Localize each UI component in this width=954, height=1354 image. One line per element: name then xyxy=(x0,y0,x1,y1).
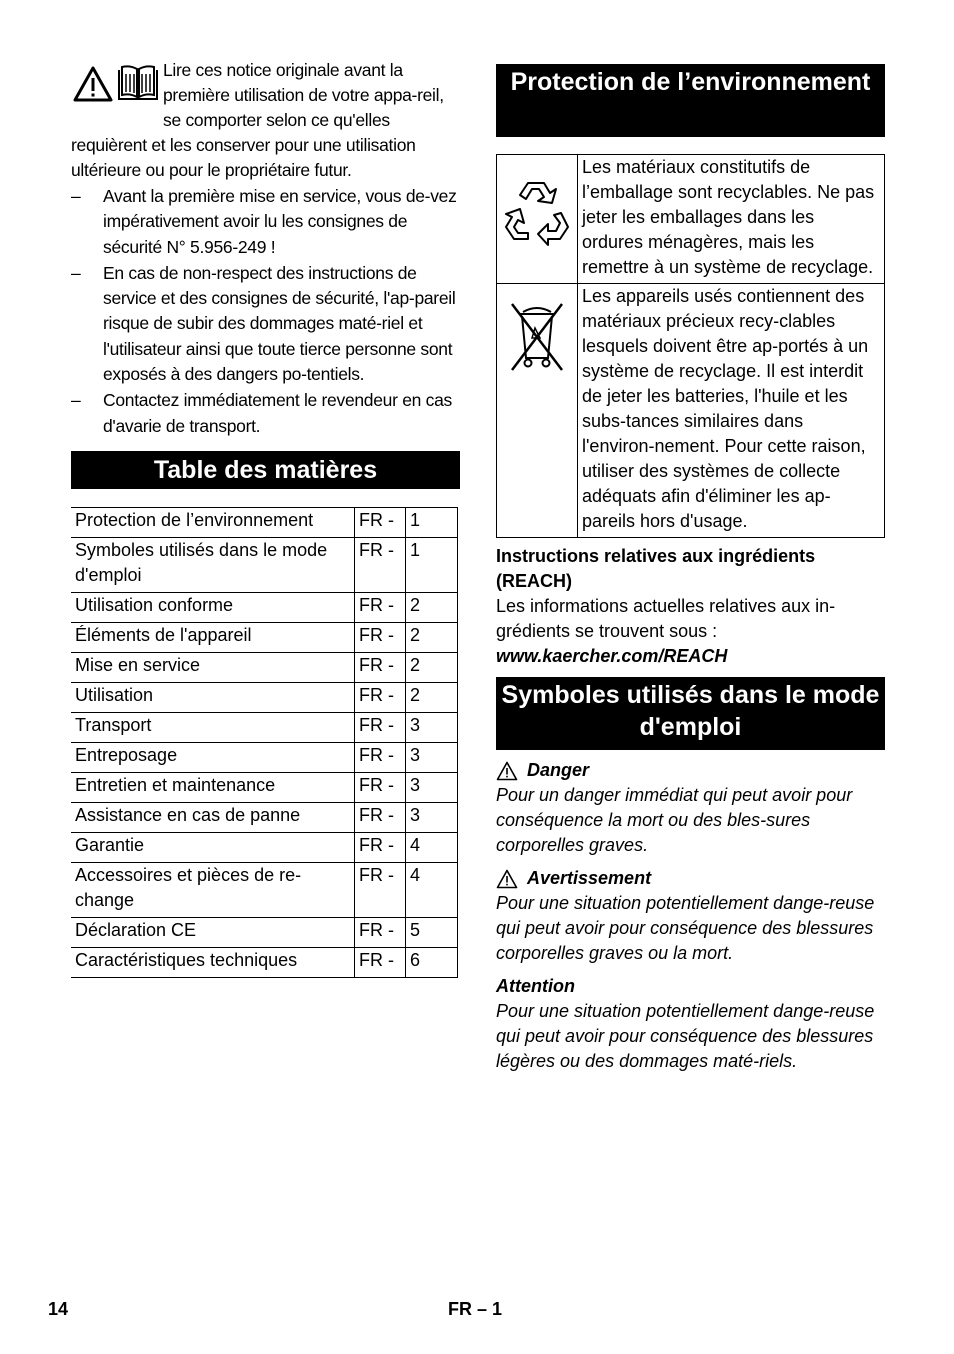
table-row xyxy=(71,772,458,802)
toc-entry-prefix: FR - xyxy=(355,947,406,977)
toc-entry-prefix: FR - xyxy=(355,742,406,772)
table-row xyxy=(497,284,885,538)
toc-entry-label: Déclaration CE xyxy=(71,917,355,947)
toc-entry-page: 3 xyxy=(406,802,458,832)
toc-entry-prefix: FR - xyxy=(355,622,406,652)
toc-entry-page: 2 xyxy=(406,592,458,622)
section-page-label: FR – 1 xyxy=(448,1299,503,1319)
toc-entry-page: 4 xyxy=(406,832,458,862)
table-row xyxy=(71,947,458,977)
table-row xyxy=(71,507,458,537)
warning-text: Pour une situation potentiellement dange-reuse qui peut avoir pour conséquence des blessures corporelles graves ou la mort. xyxy=(496,893,875,963)
table-row xyxy=(71,622,458,652)
right-column xyxy=(496,64,885,1074)
toc-entry-label: Entreposage xyxy=(71,742,355,772)
toc-entry-label: Utilisation xyxy=(71,682,355,712)
toc-entry-page: 2 xyxy=(406,652,458,682)
environment-table xyxy=(496,154,885,538)
table-row xyxy=(71,712,458,742)
intro-section xyxy=(71,58,460,183)
toc-entry-page: 5 xyxy=(406,917,458,947)
toc-entry-page: 3 xyxy=(406,712,458,742)
environment-heading: Protection de l’environnement xyxy=(496,64,885,137)
toc-entry-label: Utilisation conforme xyxy=(71,592,355,622)
warning-icon xyxy=(496,761,518,781)
danger-heading: Danger xyxy=(496,758,885,783)
toc-entry-prefix: FR - xyxy=(355,507,406,537)
environment-text: Les matériaux constitutifs de l’emballage sont recyclables. Ne pas jeter les emballages dans les ordures ménagères, mais les remettre à un système de recyclage. xyxy=(578,155,885,284)
toc-entry-prefix: FR - xyxy=(355,712,406,742)
toc-entry-page: 1 xyxy=(406,507,458,537)
intro-icons xyxy=(71,64,163,112)
danger-text: Pour un danger immédiat qui peut avoir pour conséquence la mort ou des bles-sures corporelles graves. xyxy=(496,785,853,855)
list-item: – Avant la première mise en service, vous de-vez impérativement avoir lu les consignes de sécurité N° 5.956-249 ! xyxy=(71,186,457,257)
page-number: 14 xyxy=(48,1299,69,1319)
attention-text: Pour une situation potentiellement dange-reuse qui peut avoir pour conséquence des blessures légères ou des dommages maté-riels. xyxy=(496,1001,875,1071)
toc-entry-label: Caractéristiques techniques xyxy=(71,947,355,977)
toc-entry-prefix: FR - xyxy=(355,652,406,682)
toc-entry-prefix: FR - xyxy=(355,917,406,947)
toc-entry-label: Entretien et maintenance xyxy=(71,772,355,802)
toc-entry-label: Mise en service xyxy=(71,652,355,682)
recycle-icon xyxy=(498,169,576,247)
left-column xyxy=(71,58,460,978)
toc-entry-prefix: FR - xyxy=(355,682,406,712)
table-row xyxy=(71,592,458,622)
safety-bullets xyxy=(71,184,460,439)
toc-entry-page: 4 xyxy=(406,862,458,917)
toc-entry-label: Éléments de l'appareil xyxy=(71,622,355,652)
toc-entry-label: Symboles utilisés dans le mode d'emploi xyxy=(71,537,355,592)
toc-heading: Table des matières xyxy=(71,451,460,489)
warning-icon xyxy=(496,869,518,889)
table-row xyxy=(71,832,458,862)
warning-icon xyxy=(73,66,113,102)
toc-entry-page: 3 xyxy=(406,742,458,772)
table-row xyxy=(497,155,885,284)
toc-entry-page: 2 xyxy=(406,622,458,652)
symbols-heading: Symboles utilisés dans le mode d'emploi xyxy=(496,677,885,750)
warning-heading: Avertissement xyxy=(496,866,885,891)
list-item: – Contactez immédiatement le revendeur en cas d'avarie de transport. xyxy=(71,390,452,436)
toc-entry-label: Garantie xyxy=(71,832,355,862)
table-row xyxy=(71,652,458,682)
table-row xyxy=(71,537,458,592)
attention-heading: Attention xyxy=(496,976,575,996)
toc-entry-page: 6 xyxy=(406,947,458,977)
intro-text: Lire ces notice originale avant la première utilisation de votre appa-reil, se comporter selon ce qu'elles requièrent et les conserver pour une utilisation ultérieure ou pour le propriétaire futur. xyxy=(71,60,444,180)
reach-link[interactable]: www.kaercher.com/REACH xyxy=(496,646,728,666)
toc-entry-label: Assistance en cas de panne xyxy=(71,802,355,832)
reach-title: Instructions relatives aux ingrédients (REACH) xyxy=(496,546,816,591)
reach-body: Les informations actuelles relatives aux in-grédients se trouvent sous : xyxy=(496,596,836,641)
toc-entry-page: 2 xyxy=(406,682,458,712)
manual-book-icon xyxy=(116,64,160,102)
list-item: – En cas de non-respect des instructions de service et des consignes de sécurité, l'ap-pareil risque de subir des dommages maté-riel et l'utilisateur ainsi que toute tierce personne sont exposés à des dangers po-tentiels. xyxy=(71,262,456,385)
environment-text: Les appareils usés contiennent des matériaux précieux recy-clables lesquels doivent être ap-portés à un système de recyclage. Il est interdit de jeter les batteries, l'huile et les subs-tances similaires dans l'environ-nement. Pour cette raison, utiliser des systèmes de collecte adéquats afin d'éliminer les ap-pareils hors d'usage. xyxy=(578,284,885,538)
toc-entry-label: Accessoires et pièces de re-change xyxy=(71,862,355,917)
toc-entry-prefix: FR - xyxy=(355,862,406,917)
table-row xyxy=(71,802,458,832)
toc-entry-label: Protection de l’environnement xyxy=(71,507,355,537)
table-row xyxy=(71,682,458,712)
toc-entry-prefix: FR - xyxy=(355,832,406,862)
table-row xyxy=(71,917,458,947)
toc-entry-prefix: FR - xyxy=(355,802,406,832)
toc-entry-page: 1 xyxy=(406,537,458,592)
toc-entry-prefix: FR - xyxy=(355,772,406,802)
crossed-bin-icon xyxy=(502,298,572,374)
toc-entry-label: Transport xyxy=(71,712,355,742)
table-row xyxy=(71,742,458,772)
toc-entry-prefix: FR - xyxy=(355,592,406,622)
toc-entry-page: 3 xyxy=(406,772,458,802)
toc-entry-prefix: FR - xyxy=(355,537,406,592)
table-row xyxy=(71,862,458,917)
toc-table xyxy=(71,507,458,978)
